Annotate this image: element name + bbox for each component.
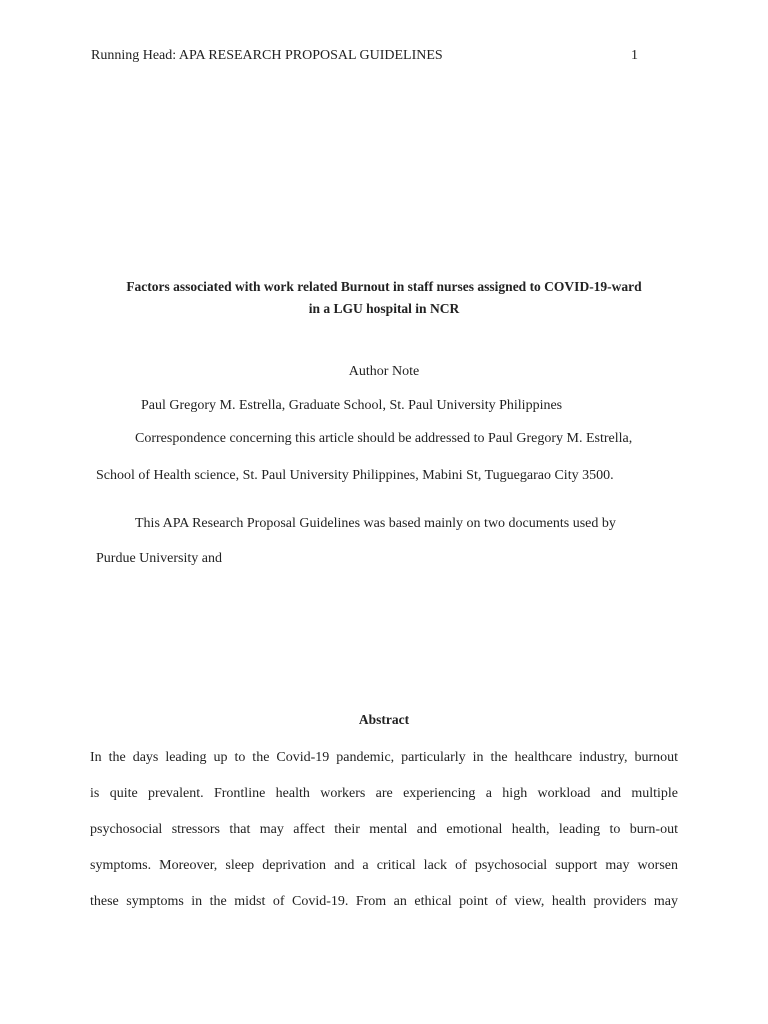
- abstract-heading: Abstract: [358, 712, 410, 727]
- guidelines-note-line-1: This APA Research Proposal Guidelines was based mainly on two documents used by: [135, 516, 616, 531]
- guidelines-note-line-2: Purdue University and: [96, 551, 222, 566]
- abstract-line: psychosocial stressors that may affect their mental and emotional health, leading to burn-out: [90, 822, 678, 837]
- running-head: Running Head: APA RESEARCH PROPOSAL GUIDELINES: [91, 48, 443, 63]
- correspondence-line-2: School of Health science, St. Paul University Philippines, Mabini St, Tuguegarao City 3500.: [96, 468, 614, 483]
- author-affiliation: Paul Gregory M. Estrella, Graduate School, St. Paul University Philippines: [141, 398, 563, 413]
- abstract-line: symptoms. Moreover, sleep deprivation and a critical lack of psychosocial support may worsen: [90, 858, 678, 873]
- author-note-heading: Author Note: [348, 364, 420, 379]
- page-number: 1: [631, 48, 638, 63]
- abstract-line: In the days leading up to the Covid-19 pandemic, particularly in the healthcare industry, burnout: [90, 750, 678, 765]
- paper-title-line-2: in a LGU hospital in NCR: [308, 301, 460, 316]
- abstract-line: is quite prevalent. Frontline health workers are experiencing a high workload and multiple: [90, 786, 678, 801]
- abstract-body: [90, 748, 678, 928]
- paper-title: [84, 276, 684, 320]
- correspondence-line-1: Correspondence concerning this article should be addressed to Paul Gregory M. Estrella,: [135, 431, 633, 446]
- paper-title-line-1: Factors associated with work related Burnout in staff nurses assigned to COVID-19-ward: [126, 279, 642, 294]
- abstract-line: these symptoms in the midst of Covid-19. From an ethical point of view, health providers may: [90, 894, 678, 909]
